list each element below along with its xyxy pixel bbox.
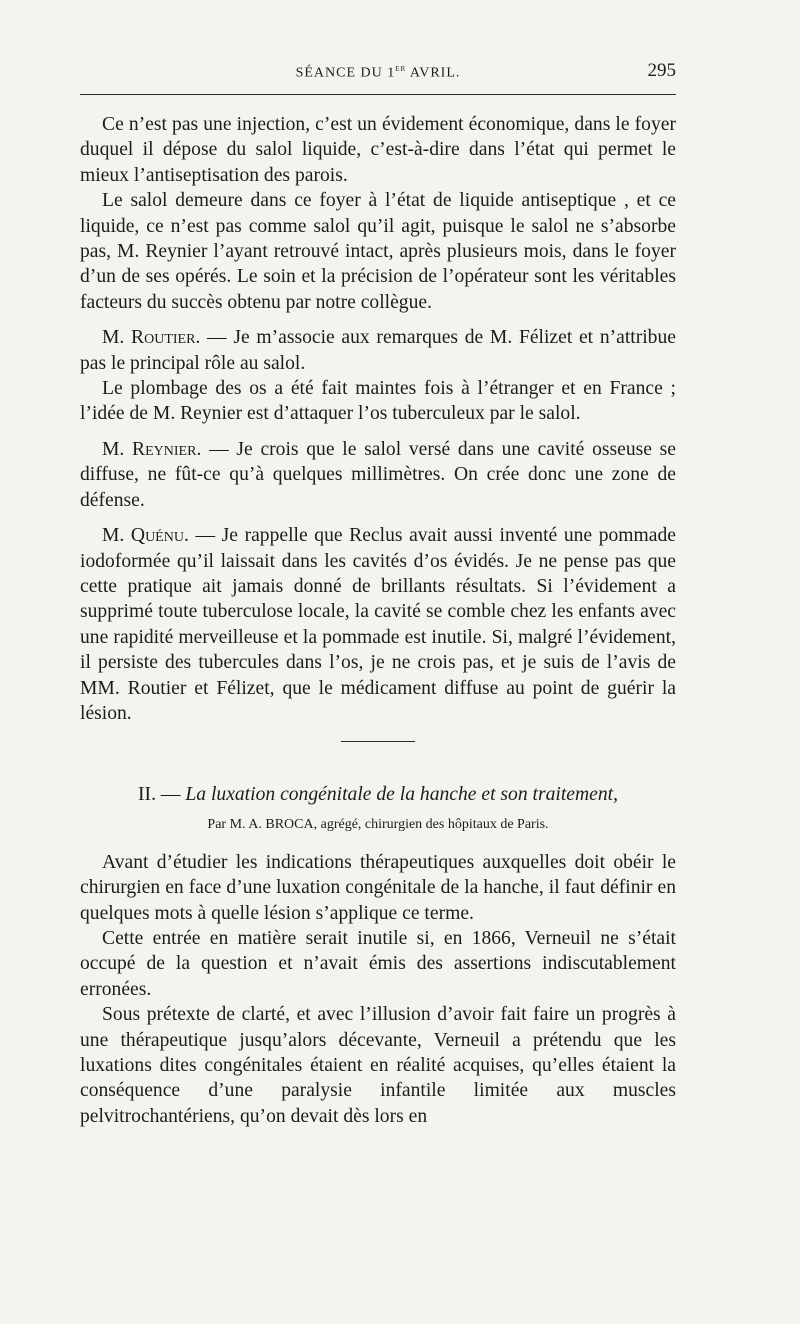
page-header (80, 60, 676, 88)
paragraph: Sous prétexte de clarté, et avec l’illusion d’avoir fait faire un progrès à une thérapeutique jusqu’alors décevante, Verneuil a prétendu que les luxations dites congénitales étaient en réalité acquises, qu’elles étaient la conséquence d’une paralysie infantile limitée aux muscles pelvitrochantériens, qu’on devait dès lors en (80, 1004, 676, 1127)
intervention-text: . — Je rappelle que Reclus avait aussi inventé une pommade iodoformée qu’il laissait dans les cavités d’os évidés. Je ne pense pas que cette pratique ait jamais donné de brillants résultats. Si l’évidement a supprimé toute tuberculose locale, la cavité se comble chez les enfants avec une rapidité merveilleuse et la pommade est inutile. Si, malgré l’évidement, il persiste des tubercules dans l’os, je ne crois pas, et je suis de l’avis de MM. Routier et Félizet, que le médicament diffuse au point de guérir la lésion. (80, 525, 676, 724)
intervention-text: . — Je m’associe aux remarques de M. Félizet et n’attribue pas le principal rôle au salol. (80, 327, 676, 374)
paragraph: Avant d’étudier les indications thérapeutiques auxquelles doit obéir le chirurgien en face d’une luxation congénitale de la hanche, il faut définir en quelques mots à quelle lésion s’applique ce terme. (80, 851, 676, 924)
speaker-name: Reynier (132, 438, 197, 460)
running-head-sup: er (395, 63, 407, 74)
page-number: 295 (647, 60, 676, 81)
running-head-suffix: AVRIL. (406, 65, 461, 81)
speaker-name: Routier (131, 327, 196, 349)
running-head (80, 63, 676, 82)
page-body (80, 112, 676, 1129)
intervention-routier (80, 325, 676, 376)
running-head-prefix: SÉANCE DU 1 (295, 65, 396, 81)
speaker-prefix: M. (102, 525, 131, 547)
paragraph: Cette entrée en matière serait inutile si, en 1866, Verneuil ne s’était occupé de la question et n’avait émis des assertions indiscutablement erronées. (80, 927, 676, 1000)
speaker-prefix: M. (102, 327, 132, 349)
section-title-text: La luxation congénitale de la hanche et son traitement, (185, 784, 618, 806)
intervention-quenu (80, 523, 676, 726)
paragraph: Le plombage des os a été fait maintes fois à l’étranger et en France ; l’idée de M. Reynier est d’attaquer l’os tuberculeux par le salol. (80, 378, 676, 425)
section-numeral: II. — (138, 784, 186, 806)
section-separator (341, 741, 415, 742)
intervention-reynier (80, 437, 676, 513)
intervention-text: . — Je crois que le salol versé dans une cavité osseuse se diffuse, ne fût-ce qu’à quelques millimètres. On crée donc une zone de défense. (80, 438, 676, 511)
paragraph: Le salol demeure dans ce foyer à l’état de liquide antiseptique , et ce liquide, ce n’est pas comme salol qu’il agit, puisque le salol ne s’absorbe pas, M. Reynier l’ayant retrouvé intact, après plusieurs mois, dans le foyer d’un de ses opérés. Le soin et la précision de l’opérateur sont les véritables facteurs du succès obtenu par notre collègue. (80, 190, 676, 313)
section-byline: Par M. A. BROCA, agrégé, chirurgien des hôpitaux de Paris. (207, 816, 549, 832)
section-title (80, 782, 676, 807)
speaker-name: Quénu (130, 525, 184, 547)
header-rule (80, 94, 676, 95)
speaker-prefix: M. (102, 438, 133, 460)
paragraph: Ce n’est pas une injection, c’est un évidement économique, dans le foyer duquel il dépose du salol liquide, c’est-à-dire dans l’état qui permet le mieux l’antiseptisation des parois. (80, 114, 676, 186)
